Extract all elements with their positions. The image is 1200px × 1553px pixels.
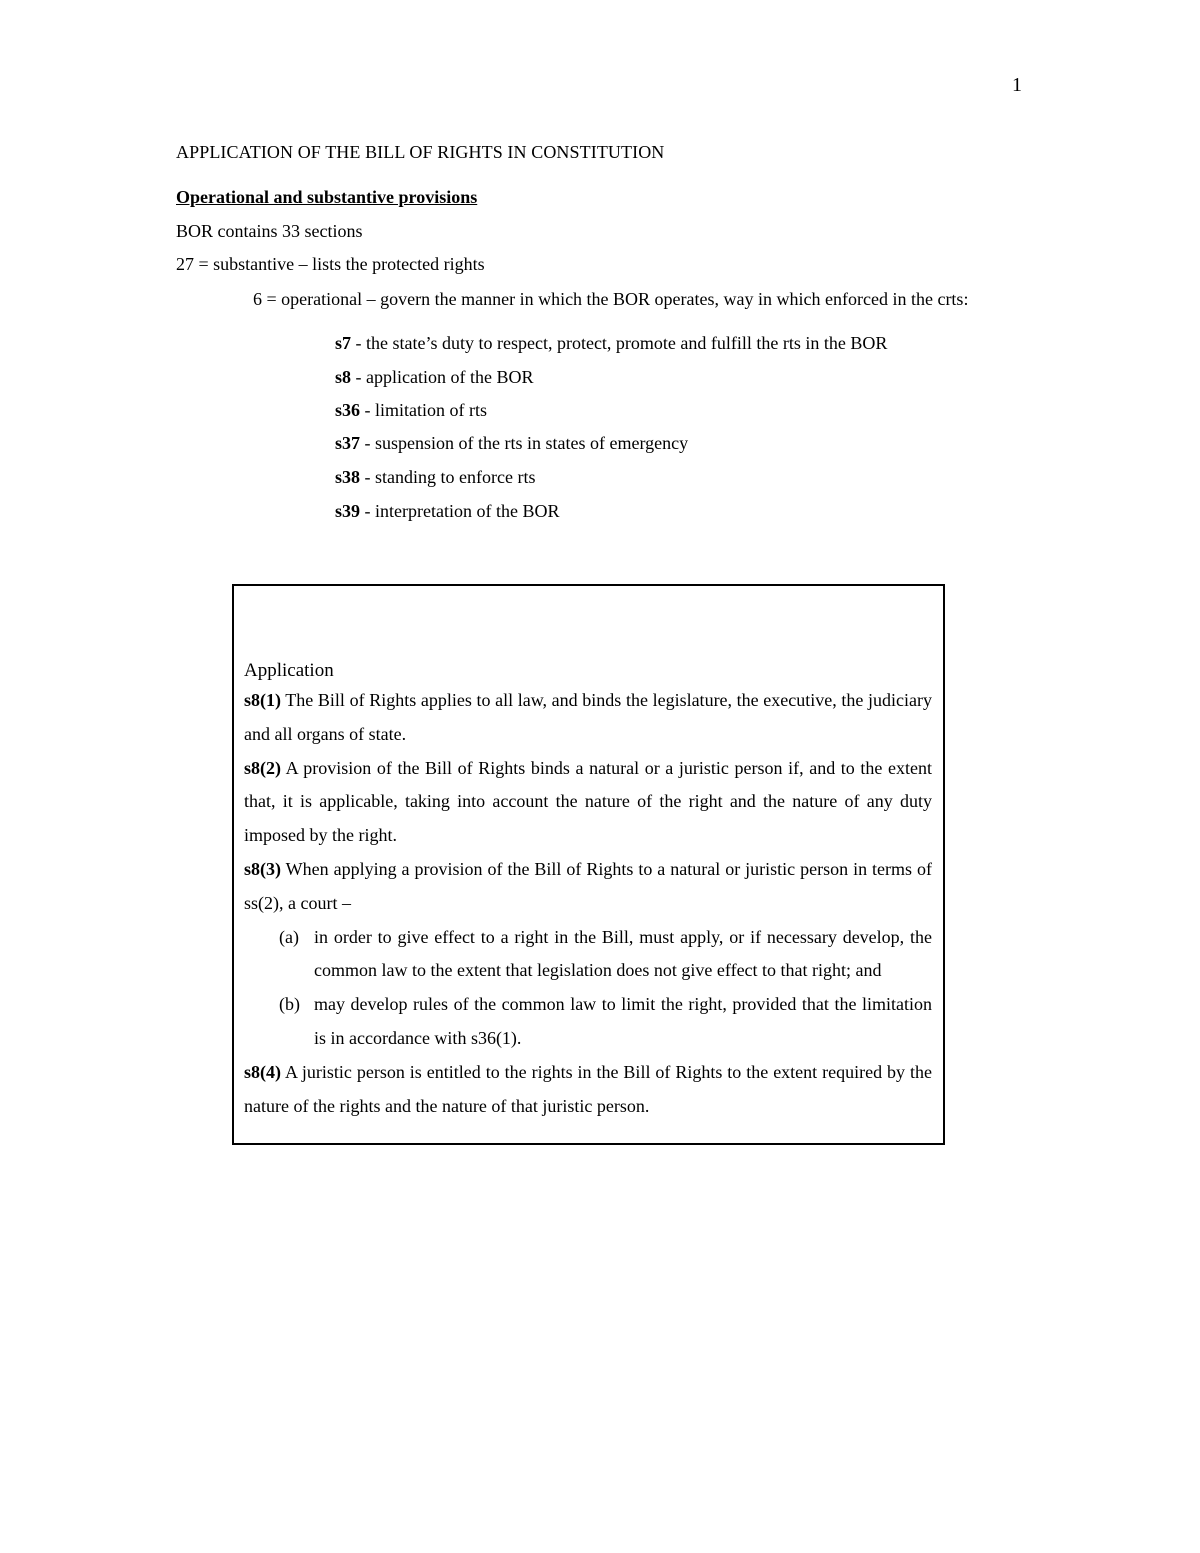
paragraph-code: s8(2) bbox=[244, 757, 281, 778]
section-desc: - interpretation of the BOR bbox=[360, 501, 560, 521]
section-desc: - the state’s duty to respect, protect, promote and fulfill the rts in the BOR bbox=[351, 333, 888, 353]
paragraph-s8-4 bbox=[244, 1056, 932, 1124]
subparagraph-a bbox=[279, 921, 932, 989]
paragraph-text: When applying a provision of the Bill of Rights to a natural or juristic person in terms of ss(2), a court – bbox=[244, 858, 932, 913]
page-number: 1 bbox=[1012, 74, 1022, 96]
section-desc: - limitation of rts bbox=[360, 400, 487, 420]
application-text-box bbox=[232, 584, 945, 1145]
intro-line-sections-count: BOR contains 33 sections bbox=[176, 221, 363, 241]
section-heading: Operational and substantive provisions bbox=[176, 187, 478, 207]
section-item-s36 bbox=[335, 400, 487, 421]
section-code: s37 bbox=[335, 433, 361, 453]
section-code: s38 bbox=[335, 467, 361, 487]
section-item-s7 bbox=[335, 333, 887, 354]
section-item-s38 bbox=[335, 467, 535, 488]
paragraph-s8-1 bbox=[244, 684, 932, 752]
paragraph-text: A provision of the Bill of Rights binds a natural or a juristic person if, and to the extent that, it is applicable, taking into account the nature of the right and the nature of any duty imposed by the right. bbox=[244, 757, 932, 846]
section-code: s39 bbox=[335, 501, 361, 521]
section-code: s8 bbox=[335, 367, 352, 387]
section-item-s8 bbox=[335, 367, 533, 388]
subparagraph-label: (a) bbox=[279, 926, 299, 947]
intro-line-substantive: 27 = substantive – lists the protected rights bbox=[176, 254, 485, 274]
application-text-content bbox=[244, 658, 932, 1123]
paragraph-s8-3 bbox=[244, 853, 932, 921]
paragraph-code: s8(3) bbox=[244, 858, 281, 879]
subparagraph-b bbox=[279, 988, 932, 1056]
subparagraph-text: in order to give effect to a right in the Bill, must apply, or if necessary develop, the common law to the extent that legislation does not give effect to that right; and bbox=[314, 926, 932, 981]
section-desc: - standing to enforce rts bbox=[360, 467, 536, 487]
subparagraph-text: may develop rules of the common law to limit the right, provided that the limitation is in accordance with s36(1). bbox=[314, 994, 932, 1048]
section-desc: - application of the BOR bbox=[351, 367, 534, 387]
paragraph-text: The Bill of Rights applies to all law, and binds the legislature, the executive, the judiciary and all organs of state. bbox=[244, 690, 932, 744]
section-code: s7 bbox=[335, 333, 352, 353]
paragraph-s8-2 bbox=[244, 752, 932, 853]
subparagraph-label: (b) bbox=[279, 994, 300, 1015]
paragraph-code: s8(1) bbox=[244, 690, 281, 710]
document-title: APPLICATION OF THE BILL OF RIGHTS IN CONSTITUTION bbox=[176, 142, 665, 162]
section-code: s36 bbox=[335, 400, 361, 420]
paragraph-code: s8(4) bbox=[244, 1061, 281, 1082]
section-desc: - suspension of the rts in states of emergency bbox=[360, 433, 689, 453]
section-item-s37 bbox=[335, 433, 688, 454]
section-item-s39 bbox=[335, 501, 559, 522]
paragraph-text: A juristic person is entitled to the rights in the Bill of Rights to the extent required by the nature of the rights and the nature of that juristic person. bbox=[244, 1061, 932, 1116]
intro-line-operational: 6 = operational – govern the manner in which the BOR operates, way in which enforced in the crts: bbox=[253, 289, 969, 309]
box-heading: Application bbox=[244, 660, 334, 681]
